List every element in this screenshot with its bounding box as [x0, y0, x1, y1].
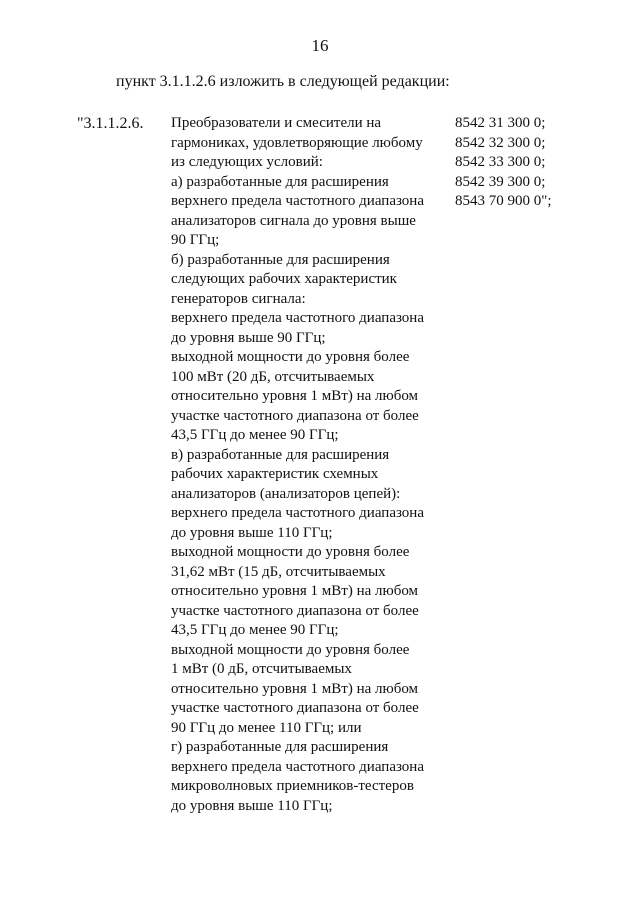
description-line: участке частотного диапазона от более — [171, 700, 419, 716]
description-line: до уровня выше 90 ГГц; — [171, 329, 326, 346]
description-line: относительно уровня 1 мВт) на любом — [171, 680, 419, 697]
description-line: генераторов сигнала: — [171, 290, 306, 307]
description-line: верхнего предела частотного диапазона — [171, 193, 424, 209]
description-line: следующих рабочих характеристик — [171, 271, 397, 287]
commodity-code: 8543 70 900 0"; — [455, 193, 552, 209]
description-line: верхнего предела частотного диапазона — [171, 310, 424, 326]
description-line: 31,62 мВт (15 дБ, отсчитываемых — [171, 563, 386, 580]
commodity-code: 8542 33 300 0; — [455, 154, 546, 170]
description-line: в) разработанные для расширения — [171, 446, 390, 463]
intro-instruction: пункт 3.1.1.2.6 изложить в следующей редакции: — [116, 73, 450, 90]
description-line: анализаторов сигнала до уровня выше — [171, 212, 416, 229]
commodity-code: 8542 31 300 0; — [455, 115, 546, 131]
clause-number: "3.1.1.2.6. — [77, 115, 144, 132]
description-line: Преобразователи и смесители на — [171, 115, 382, 131]
description-line: выходной мощности до уровня более — [171, 349, 410, 365]
commodity-code: 8542 39 300 0; — [455, 173, 546, 190]
description-line: участке частотного диапазона от более — [171, 602, 419, 619]
description-line: 1 мВт (0 дБ, отсчитываемых — [171, 661, 352, 677]
description-line: 43,5 ГГц до менее 90 ГГц; — [171, 622, 339, 638]
description-line: до уровня выше 110 ГГц; — [171, 524, 333, 541]
page-number: 16 — [311, 36, 329, 55]
description-line: 100 мВт (20 дБ, отсчитываемых — [171, 368, 375, 385]
description-line: выходной мощности до уровня более — [171, 544, 410, 560]
description-line: относительно уровня 1 мВт) на любом — [171, 388, 419, 404]
description-line: из следующих условий: — [171, 154, 323, 170]
description-line: г) разработанные для расширения — [171, 739, 389, 755]
commodity-code: 8542 32 300 0; — [455, 134, 546, 151]
description-line: выходной мощности до уровня более — [171, 641, 410, 658]
description-line: микроволновых приемников-тестеров — [171, 778, 414, 794]
description-line: 90 ГГц до менее 110 ГГц; или — [171, 719, 362, 736]
description-line: участке частотного диапазона от более — [171, 407, 419, 424]
description-line: 90 ГГц; — [171, 232, 220, 248]
description-line: 43,5 ГГц до менее 90 ГГц; — [171, 427, 339, 443]
description-line: б) разработанные для расширения — [171, 251, 390, 268]
description-line: рабочих характеристик схемных — [171, 466, 379, 482]
description-line: гармониках, удовлетворяющие любому — [171, 134, 423, 151]
description-line: относительно уровня 1 мВт) на любом — [171, 583, 419, 599]
description-line: до уровня выше 110 ГГц; — [171, 797, 333, 814]
description-line: верхнего предела частотного диапазона — [171, 505, 424, 521]
description-line: верхнего предела частотного диапазона — [171, 758, 424, 775]
description-line: а) разработанные для расширения — [171, 173, 389, 190]
commodity-codes — [455, 114, 552, 212]
description-line: анализаторов (анализаторов цепей): — [171, 485, 401, 502]
clause-description — [171, 114, 451, 816]
